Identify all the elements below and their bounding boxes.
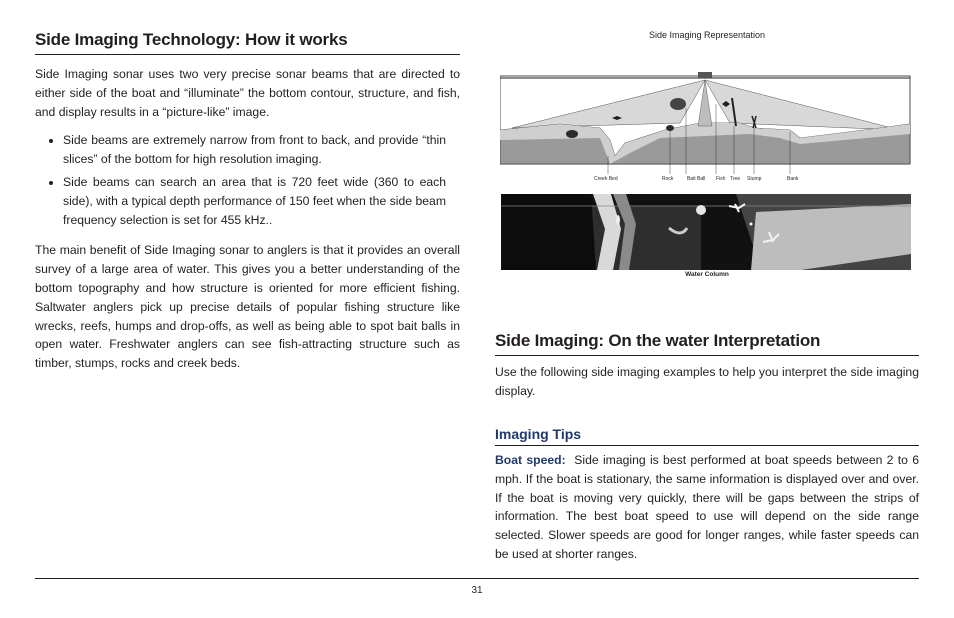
bait-ball bbox=[670, 98, 686, 110]
figure-title: Side Imaging Representation bbox=[648, 30, 766, 40]
benefit-paragraph: The main benefit of Side Imaging sonar to anglers is that it provides an overall survey of a large area of water. This gives you a better understanding of the bottom topography and how structure is oriented for more efficient fishing. Saltwater anglers pick up precise details of popular fishing structure like wrecks, reefs, humps and drop-offs, as well as being able to spot bait balls in open water. Freshwater anglers can see fish-attracting structure such as timber, stumps, rocks and creek beds. bbox=[35, 243, 460, 371]
label-tree: Tree bbox=[730, 176, 741, 182]
side-imaging-diagram bbox=[500, 68, 912, 188]
label-stump: Stump bbox=[747, 176, 762, 182]
imaging-tips-heading: Imaging Tips bbox=[495, 426, 919, 446]
label-bait-ball: Bait Ball bbox=[687, 176, 706, 182]
sonar-display-image bbox=[501, 194, 911, 270]
water-column-label: Water Column bbox=[685, 271, 729, 278]
boat bbox=[698, 72, 712, 78]
feature-bullet-list bbox=[35, 131, 460, 229]
boat-speed-paragraph bbox=[495, 451, 919, 564]
tips-heading-block bbox=[495, 426, 919, 446]
footer-rule bbox=[35, 578, 919, 579]
label-creek-bed: Creek Bed bbox=[594, 176, 618, 182]
section-heading-interpretation: Side Imaging: On the water Interpretation bbox=[495, 331, 919, 356]
page-number: 31 bbox=[471, 585, 483, 596]
interpretation-intro: Use the following side imaging examples to help you interpret the side imaging display. bbox=[495, 365, 919, 398]
bait-ball-return bbox=[696, 205, 706, 215]
creek-bed-marker bbox=[566, 130, 578, 138]
intro-paragraph: Side Imaging sonar uses two very precise sonar beams that are directed to either side of the boat and “illuminate” the bottom contour, structure, and fish, and display results in a “picture-like” image. bbox=[35, 67, 460, 119]
boat-speed-text: Side imaging is best performed at boat speeds between 2 to 6 mph. If the boat is stationary, the same information is displayed over and over. If the boat is moving very quickly, there will be gaps between the strips of information. The best boat speed to use will depend on the side range selected. Slower speeds are good for longer ranges, while faster speeds can be used at shorter ranges. bbox=[495, 453, 919, 561]
label-rock: Rock bbox=[662, 176, 674, 182]
left-column bbox=[35, 30, 460, 373]
bullet-item: • Side beams are extremely narrow from front to back, and provide “thin slices” of the bottom for high resolution imaging. bbox=[63, 131, 446, 169]
interpretation-heading-block bbox=[495, 331, 919, 356]
bullet-item: • Side beams can search an area that is 720 feet wide (360 to each side), with a typical depth performance of 150 feet when the side beam frequency selection is set for 455 kHz.. bbox=[63, 173, 446, 229]
boat-speed-label: Boat speed: bbox=[495, 453, 566, 467]
label-bank: Bank bbox=[787, 176, 799, 182]
label-fish: Fish bbox=[716, 176, 726, 182]
section-heading-how-it-works: Side Imaging Technology: How it works bbox=[35, 30, 460, 55]
